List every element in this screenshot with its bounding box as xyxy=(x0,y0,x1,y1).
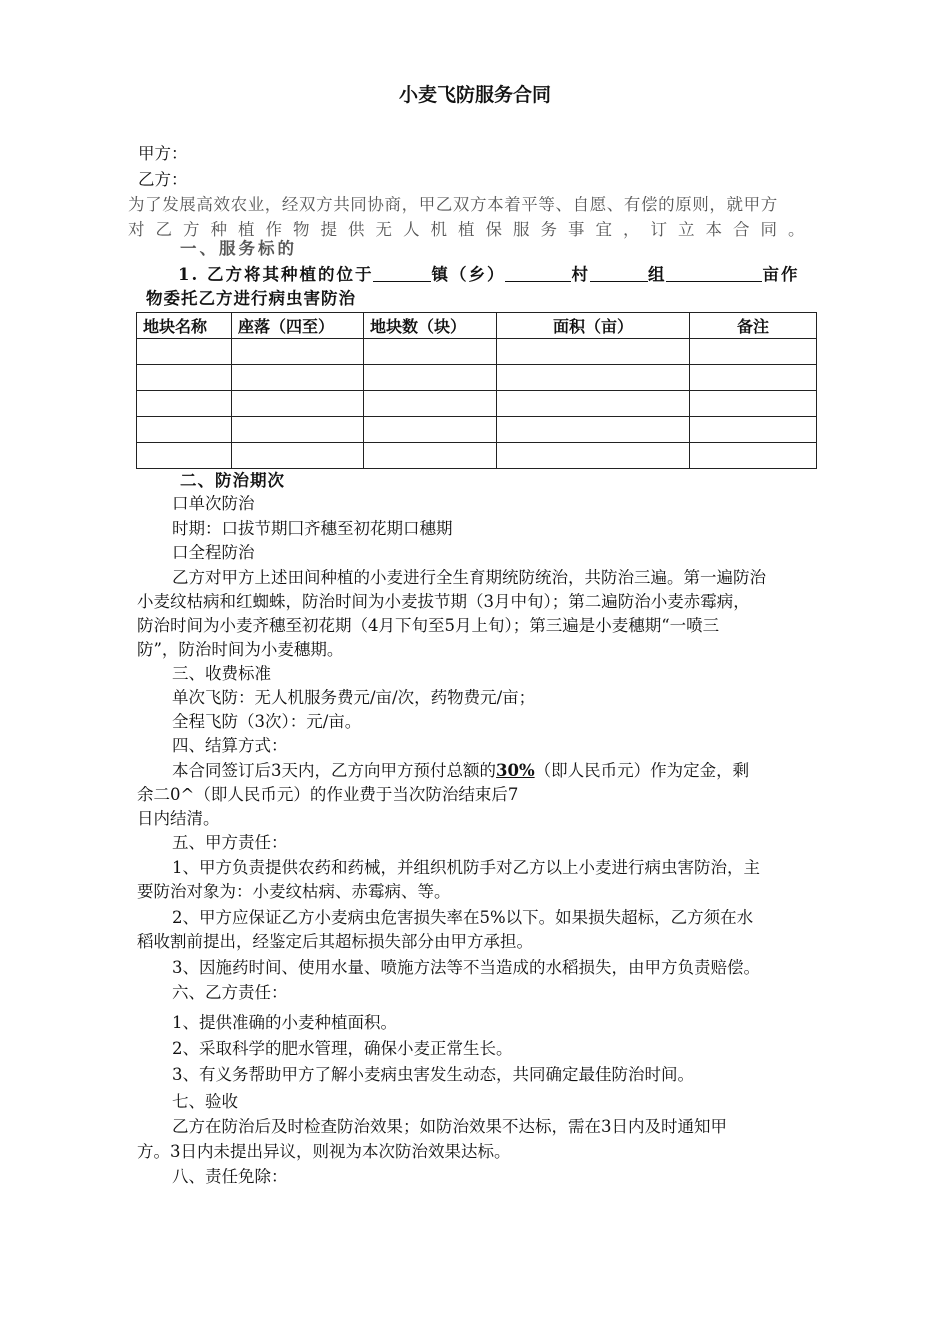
full-treatment-option[interactable]: 口全程防治 xyxy=(172,543,255,562)
col-location: 座落（四至） xyxy=(232,313,364,339)
section-8-heading: 八、责任免除： xyxy=(172,1167,288,1186)
table-cell[interactable] xyxy=(690,443,817,469)
table-cell[interactable] xyxy=(137,339,232,365)
fee-single: 单次飞防：无人机服务费元/亩/次，药物费元/亩； xyxy=(172,688,536,707)
section-5-heading: 五、甲方责任： xyxy=(172,833,288,852)
table-row xyxy=(137,391,817,417)
table-cell[interactable] xyxy=(497,417,690,443)
section-7-heading: 七、验收 xyxy=(172,1092,238,1111)
settlement-prefix: 本合同签订后3天内，乙方向甲方预付总额的 xyxy=(172,761,496,780)
table-cell[interactable] xyxy=(690,365,817,391)
section-1-heading: 一、服务标的 xyxy=(180,239,297,258)
mu-label: 亩作 xyxy=(762,265,800,284)
table-cell[interactable] xyxy=(232,365,364,391)
col-remarks: 备注 xyxy=(690,313,817,339)
page-title: 小麦飞防服务合同 xyxy=(398,84,551,106)
table-row xyxy=(137,417,817,443)
section-2-heading: 二、防治期次 xyxy=(180,471,285,490)
col-area: 面积（亩） xyxy=(497,313,690,339)
acceptance-line: 方。3日内未提出异议，则视为本次防治效果达标。 xyxy=(137,1142,511,1161)
table-cell[interactable] xyxy=(364,417,497,443)
settlement-line-3: 日内结清。 xyxy=(137,809,220,828)
party-b-duty: 3、有义务帮助甲方了解小麦病虫害发生动态，共同确定最佳防治时间。 xyxy=(172,1065,694,1084)
table-cell[interactable] xyxy=(497,339,690,365)
table-cell[interactable] xyxy=(232,391,364,417)
service-subject-line-2: 物委托乙方进行病虫害防治 xyxy=(146,289,356,308)
village-label: 村 xyxy=(571,265,590,284)
acceptance-line: 乙方在防治后及时检查防治效果；如防治效果不达标，需在3日内及时通知甲 xyxy=(172,1117,727,1136)
section-3-heading: 三、收费标准 xyxy=(172,664,271,683)
village-blank[interactable] xyxy=(505,265,571,282)
fee-full: 全程飞防（3次）：元/亩。 xyxy=(172,712,362,731)
subject-prefix: 1. 乙方将其种植的位于 xyxy=(178,265,374,284)
table-row xyxy=(137,365,817,391)
table-cell[interactable] xyxy=(232,443,364,469)
deposit-percent: 30% xyxy=(496,761,535,780)
full-desc-line: 小麦纹枯病和红蜘蛛，防治时间为小麦拔节期（3月中旬）；第二遍防治小麦赤霉病， xyxy=(137,592,750,611)
table-cell[interactable] xyxy=(137,417,232,443)
preamble-line-2: 对乙方种植作物提供无人机植保服务事宜，订立本合同。 xyxy=(128,220,816,239)
single-treatment-option[interactable]: 口单次防治 xyxy=(172,494,255,513)
settlement-suffix: （即人民币元）作为定金，剩 xyxy=(534,761,750,780)
group-blank[interactable] xyxy=(590,265,648,282)
table-cell[interactable] xyxy=(137,443,232,469)
acreage-blank[interactable] xyxy=(666,265,762,282)
settlement-line-1 xyxy=(172,759,749,783)
party-b-label: 乙方： xyxy=(138,170,188,189)
settlement-line-2: 余二0^（即人民币元）的作业费于当次防治结束后7 xyxy=(137,785,519,804)
table-cell[interactable] xyxy=(690,391,817,417)
table-cell[interactable] xyxy=(364,339,497,365)
section-4-heading: 四、结算方式： xyxy=(172,736,288,755)
col-plot-count: 地块数（块） xyxy=(364,313,497,339)
party-a-duty: 稻收割前提出，经鉴定后其超标损失部分由甲方承担。 xyxy=(137,932,533,951)
table-row xyxy=(137,339,817,365)
full-desc-line: 防治时间为小麦齐穗至初花期（4月下旬至5月上旬）；第三遍是小麦穗期“一喷三 xyxy=(137,616,720,635)
table-cell[interactable] xyxy=(690,339,817,365)
table-cell[interactable] xyxy=(690,417,817,443)
table-row xyxy=(137,443,817,469)
full-desc-line: 乙方对甲方上述田间种植的小麦进行全生育期统防统治，共防治三遍。第一遍防治 xyxy=(172,568,766,587)
table-cell[interactable] xyxy=(364,391,497,417)
table-cell[interactable] xyxy=(232,417,364,443)
period-options[interactable]: 时期：口拔节期囗齐穗至初花期口穗期 xyxy=(172,519,453,538)
party-a-label: 甲方： xyxy=(138,144,188,163)
full-desc-line: 防”，防治时间为小麦穗期。 xyxy=(137,640,344,659)
service-subject-line xyxy=(178,263,799,287)
party-a-duty: 要防治对象为：小麦纹枯病、赤霉病、等。 xyxy=(137,882,451,901)
table-header-row xyxy=(137,313,817,339)
table-cell[interactable] xyxy=(137,365,232,391)
table-cell[interactable] xyxy=(364,365,497,391)
table-cell[interactable] xyxy=(497,443,690,469)
table-cell[interactable] xyxy=(232,339,364,365)
party-b-duty: 2、采取科学的肥水管理，确保小麦正常生长。 xyxy=(172,1039,513,1058)
plot-table xyxy=(136,312,817,469)
party-a-duty: 2、甲方应保证乙方小麦病虫危害损失率在5%以下。如果损失超标，乙方须在水 xyxy=(172,908,754,927)
table-cell[interactable] xyxy=(497,391,690,417)
col-plot-name: 地块名称 xyxy=(137,313,232,339)
table-cell[interactable] xyxy=(364,443,497,469)
preamble-line-1: 为了发展高效农业，经双方共同协商，甲乙双方本着平等、自愿、有偿的原则，就甲方 xyxy=(128,195,778,214)
town-label: 镇（乡） xyxy=(431,265,506,284)
section-6-heading: 六、乙方责任： xyxy=(172,983,288,1002)
party-a-duty: 3、因施药时间、使用水量、喷施方法等不当造成的水稻损失，由甲方负责赔偿。 xyxy=(172,958,760,977)
table-cell[interactable] xyxy=(497,365,690,391)
table-cell[interactable] xyxy=(137,391,232,417)
town-blank[interactable] xyxy=(373,265,431,282)
party-a-duty: 1、甲方负责提供农药和药械，并组织机防手对乙方以上小麦进行病虫害防治，主 xyxy=(172,858,760,877)
group-label: 组 xyxy=(647,265,667,284)
party-b-duty: 1、提供准确的小麦种植面积。 xyxy=(172,1013,397,1032)
